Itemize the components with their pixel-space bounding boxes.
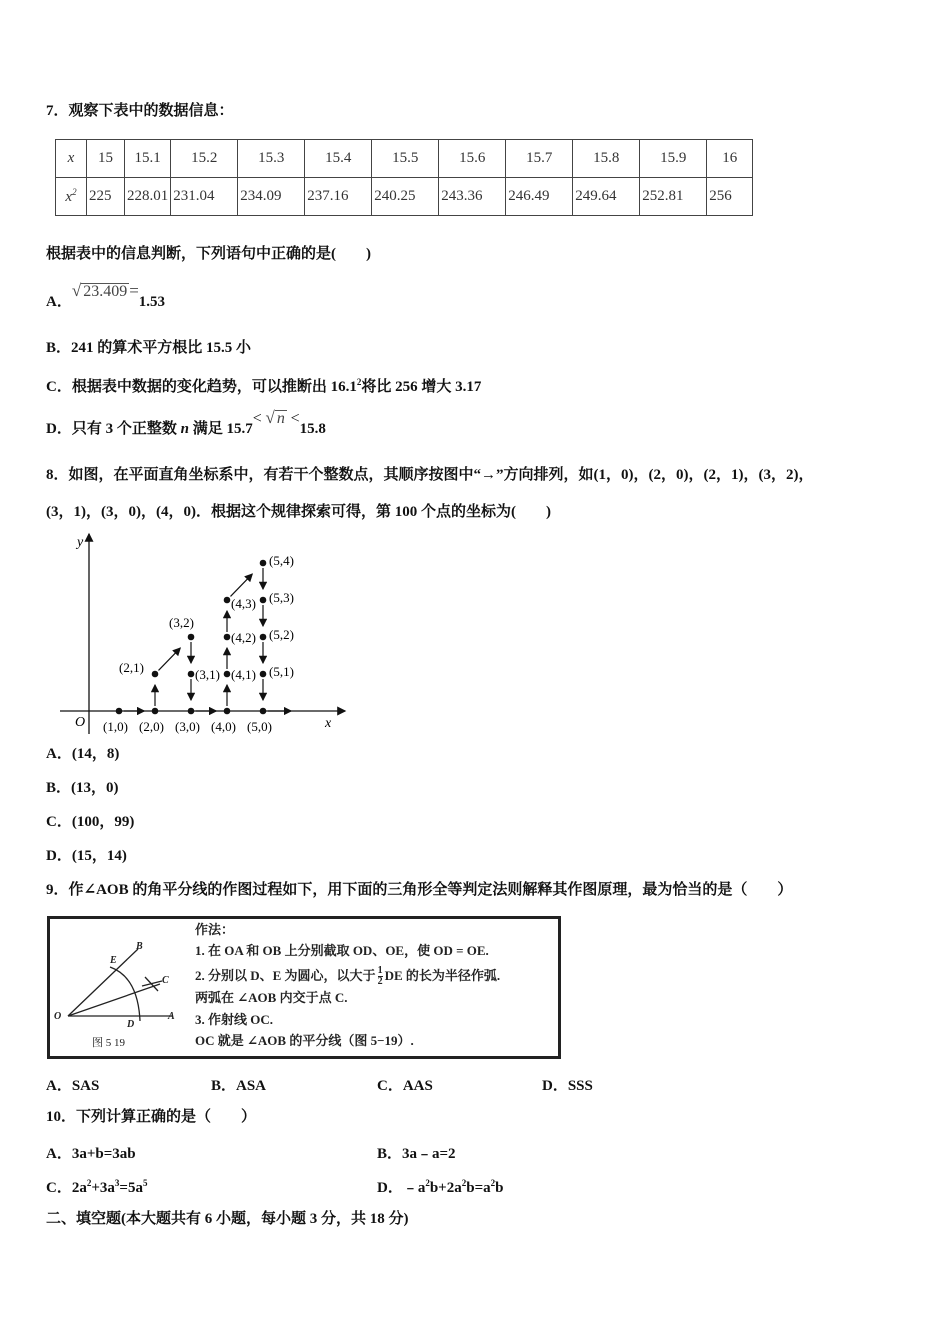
svg-text:A: A bbox=[168, 1011, 175, 1022]
point-label: (3,2) bbox=[169, 615, 194, 630]
svg-text:D: D bbox=[127, 1019, 135, 1030]
q10-option-b: B．3a﹣a=2 bbox=[377, 1146, 456, 1162]
table-header-x2: $x^2$ bbox=[56, 178, 87, 216]
table-row bbox=[56, 140, 753, 178]
svg-text:E: E bbox=[110, 955, 117, 966]
point-label: (5,3) bbox=[269, 590, 294, 605]
q7-option-c: C．根据表中数据的变化趋势，可以推断出 16.1$^2$将比 256 增大 3.17 bbox=[46, 377, 482, 395]
table-cell: 243.36 bbox=[439, 178, 506, 216]
lattice-point bbox=[152, 708, 159, 715]
lattice-point bbox=[260, 708, 267, 715]
q10-option-a: A．3a+b=3ab bbox=[46, 1146, 136, 1162]
q9-option-c: C．AAS bbox=[377, 1078, 433, 1094]
q7-option-a: A．√ 23.409 =1.53 bbox=[46, 281, 166, 310]
table-cell: 240.25 bbox=[372, 178, 439, 216]
lattice-point bbox=[260, 671, 267, 678]
q9-title: 9．作∠AOB 的角平分线的作图过程如下，用下面的三角形全等判定法则解释其作图原理，最为恰当的是（ ） bbox=[46, 882, 793, 898]
section-2-heading: 二、填空题(本大题共有 6 小题，每小题 3 分，共 18 分) bbox=[46, 1211, 409, 1227]
table-cell: 246.49 bbox=[506, 178, 573, 216]
construction-figure bbox=[47, 916, 561, 1059]
construction-steps: 作法： 1. 在 OA 和 OB 上分别截取 OD、OE，使 OD = OE. 2. 分别以 D、E 为圆心，以大于 $\frac{1}{2}$ DE 的长为半径作弧. 两弧在 ∠AOB 内交于点 C. 3. 作射线 OC. OC 就是 ∠AOB 的平分线（图 5−19）. bbox=[195, 922, 501, 1048]
q10-option-c: C．$2a^2+3a^3=5a^5$ bbox=[46, 1178, 148, 1196]
table-row bbox=[56, 178, 753, 216]
lattice-point bbox=[152, 671, 159, 678]
lattice-point bbox=[224, 597, 231, 604]
lattice-point bbox=[188, 708, 195, 715]
q8-option-b: B．(13，0) bbox=[46, 780, 119, 796]
table-cell: 15.4 bbox=[305, 140, 372, 178]
svg-text:C: C bbox=[162, 975, 169, 986]
table-cell: 15.8 bbox=[573, 140, 640, 178]
lattice-point bbox=[260, 634, 267, 641]
table-cell: 249.64 bbox=[573, 178, 640, 216]
data-table bbox=[55, 139, 753, 216]
point-label: (4,3) bbox=[231, 596, 256, 611]
table-cell: 15.2 bbox=[171, 140, 238, 178]
point-label: (4,2) bbox=[231, 630, 256, 645]
lattice-point bbox=[224, 634, 231, 641]
svg-text:B: B bbox=[136, 941, 143, 952]
table-header-x: x bbox=[56, 140, 87, 178]
q7-question: 根据表中的信息判断，下列语句中正确的是( ) bbox=[46, 246, 371, 262]
q9-option-b: B．ASA bbox=[211, 1078, 267, 1094]
sequence-arrow bbox=[158, 648, 180, 670]
q7-option-b: B．241 的算术平方根比 15.5 小 bbox=[46, 340, 252, 356]
point-label: (5,0) bbox=[247, 719, 272, 734]
lattice-point bbox=[224, 708, 231, 715]
table-cell: 231.04 bbox=[171, 178, 238, 216]
q10-option-d: D．$﹣a^2b+2a^2b=a^2b$ bbox=[377, 1178, 504, 1196]
point-label: (5,4) bbox=[269, 553, 294, 568]
point-label: (2,0) bbox=[139, 719, 164, 734]
q10-title: 10．下列计算正确的是（ ） bbox=[46, 1109, 257, 1125]
point-label: (5,2) bbox=[269, 627, 294, 642]
q8-line1: 8．如图，在平面直角坐标系中，有若干个整数点，其顺序按图中“→”方向排列，如(1，0)，(2，0)，(2，1)，(3，2)， bbox=[46, 467, 814, 483]
table-cell: 252.81 bbox=[640, 178, 707, 216]
lattice-point bbox=[188, 634, 195, 641]
lattice-point bbox=[260, 597, 267, 604]
table-cell: 234.09 bbox=[238, 178, 305, 216]
point-label: (3,1) bbox=[195, 667, 220, 682]
x-axis-label: x bbox=[325, 716, 332, 731]
q8-option-a: A．(14，8) bbox=[46, 746, 120, 762]
table-cell: 15 bbox=[87, 140, 125, 178]
table-cell: 15.5 bbox=[372, 140, 439, 178]
q8-option-d: D．(15，14) bbox=[46, 848, 127, 864]
q8-line2: (3，1)，(3，0)，(4，0)．根据这个规律探索可得，第 100 个点的坐标为( ) bbox=[46, 504, 551, 520]
origin-label: O bbox=[75, 715, 86, 730]
point-label: (1,0) bbox=[103, 719, 128, 734]
point-label: (5,1) bbox=[269, 664, 294, 679]
point-label: (4,0) bbox=[211, 719, 236, 734]
point-label: (2,1) bbox=[119, 660, 144, 675]
y-axis-label: y bbox=[77, 535, 84, 550]
point-label: (3,0) bbox=[175, 719, 200, 734]
lattice-point bbox=[260, 560, 267, 567]
angle-bisector-diagram bbox=[50, 919, 190, 1053]
table-cell: 228.01 bbox=[125, 178, 171, 216]
coordinate-figure bbox=[60, 530, 350, 735]
point-label: (4,1) bbox=[231, 667, 256, 682]
svg-text:O: O bbox=[54, 1011, 62, 1022]
q7-option-d: D．只有 3 个正整数 n 满足 15.7< √ n <15.8 bbox=[46, 408, 326, 437]
lattice-point bbox=[224, 671, 231, 678]
table-cell: 237.16 bbox=[305, 178, 372, 216]
table-cell: 15.6 bbox=[439, 140, 506, 178]
sequence-arrow bbox=[230, 574, 252, 596]
table-cell: 15.1 bbox=[125, 140, 171, 178]
figure-caption: 图 5 19 bbox=[92, 1037, 125, 1049]
table-cell: 225 bbox=[87, 178, 125, 216]
lattice-point bbox=[116, 708, 123, 715]
q8-option-c: C．(100，99) bbox=[46, 814, 135, 830]
table-cell: 256 bbox=[707, 178, 753, 216]
table-cell: 15.7 bbox=[506, 140, 573, 178]
table-cell: 15.3 bbox=[238, 140, 305, 178]
q9-option-d: D．SSS bbox=[542, 1078, 593, 1094]
table-cell: 15.9 bbox=[640, 140, 707, 178]
q9-option-a: A．SAS bbox=[46, 1078, 100, 1094]
table-cell: 16 bbox=[707, 140, 753, 178]
lattice-point bbox=[188, 671, 195, 678]
q7-title: 7．观察下表中的数据信息： bbox=[46, 103, 234, 119]
